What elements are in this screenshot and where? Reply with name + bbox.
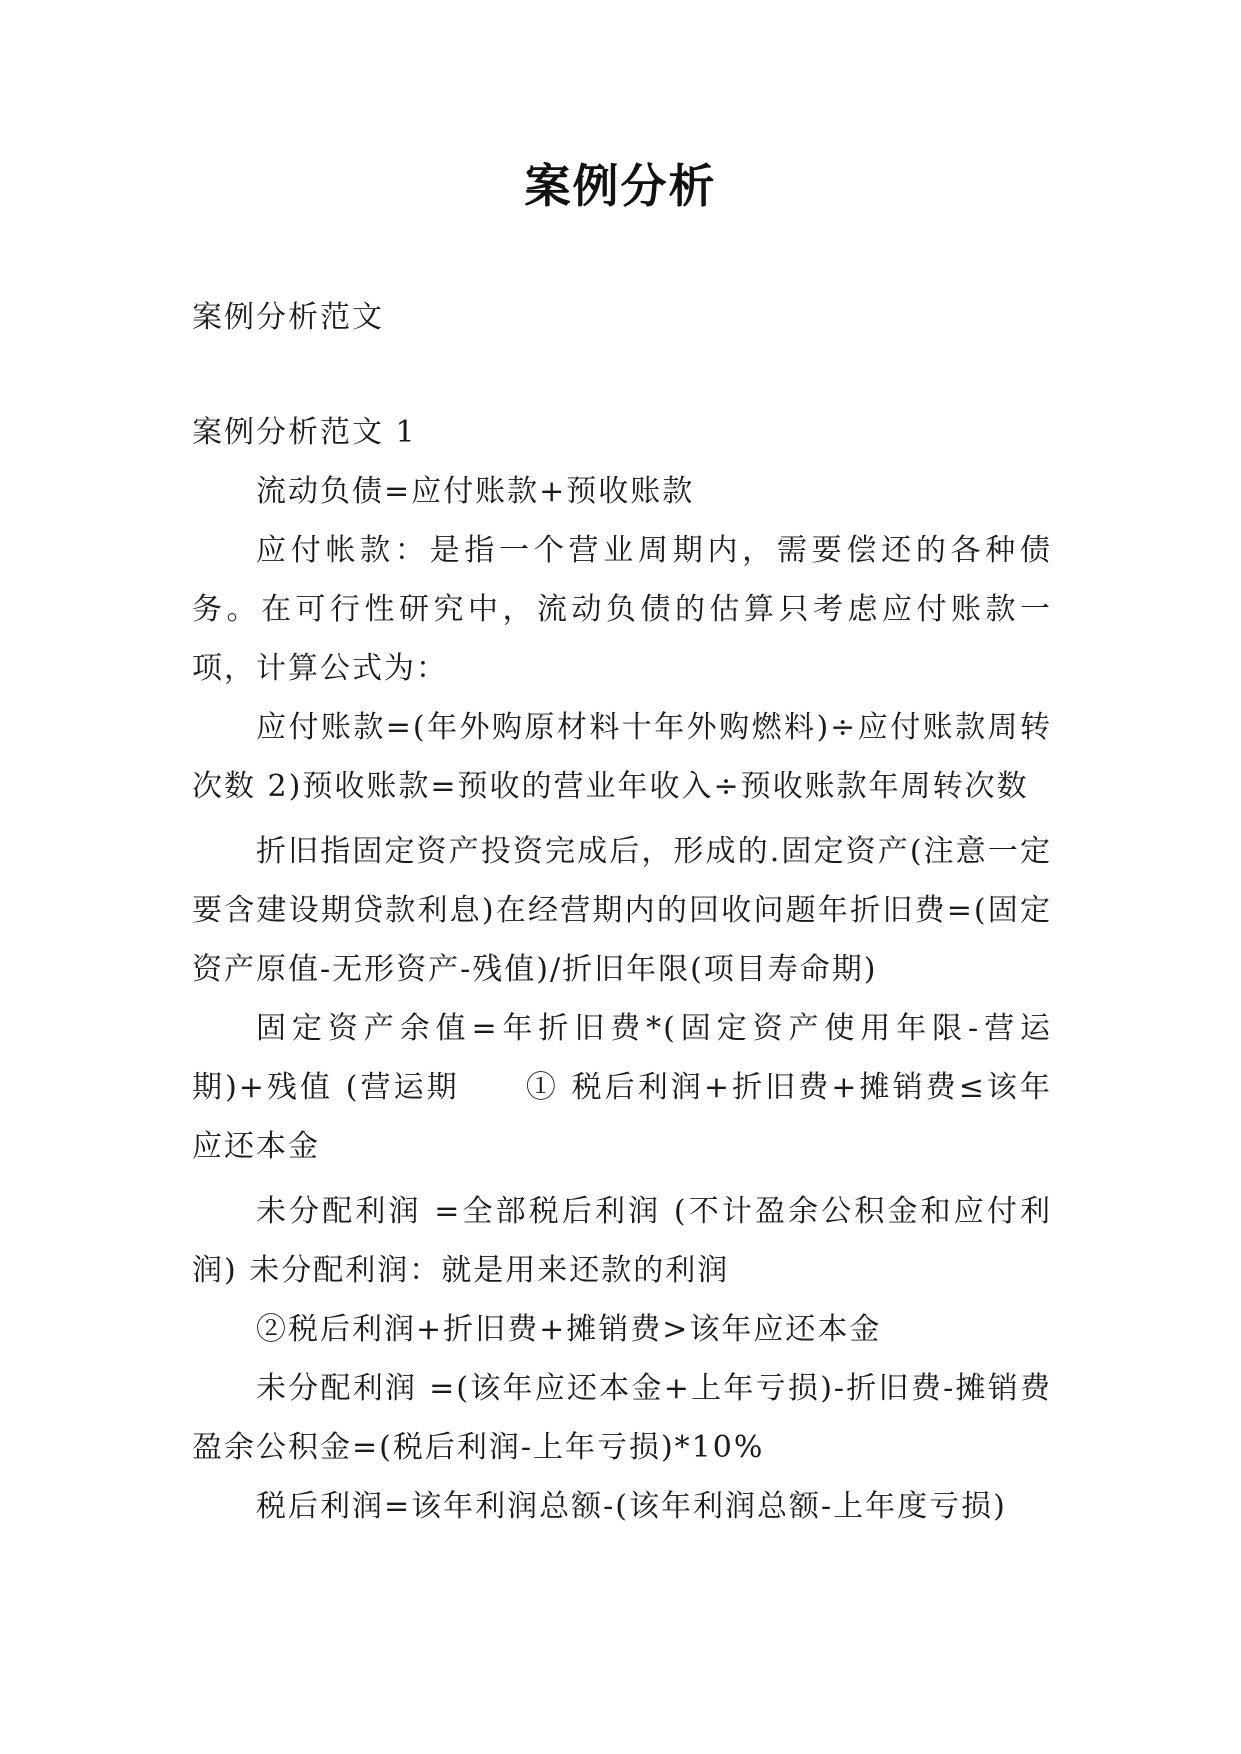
document-title: 案例分析 [524, 159, 717, 213]
document-body [192, 403, 1052, 1536]
paragraph-undistributed-profit-1: 未分配利润 =全部税后利润 (不计盈余公积金和应付利润) 未分配利润：就是用来还款的利润 [192, 1194, 1052, 1288]
paragraph-residual-value: 固定资产余值=年折旧费*(固定资产使用年限-营运期)+残值 (营运期 ① 税后利润+折旧费+摊销费≤该年应还本金 [192, 1011, 1052, 1164]
paragraph-current-liabilities: 流动负债=应付账款+预收账款 [256, 474, 695, 509]
paragraph-condition-2: ②税后利润+折旧费+摊销费>该年应还本金 [256, 1312, 882, 1347]
paragraph-after-tax-profit: 税后利润=该年利润总额-(该年利润总额-上年度亏损) [256, 1489, 1007, 1524]
paragraph-accounts-payable: 应付帐款：是指一个营业周期内，需要偿还的各种债务。在可行性研究中，流动负债的估算只考虑应付账款一项，计算公式为： [192, 533, 1052, 686]
paragraph-undistributed-profit-2: 未分配利润 =(该年应还本金+上年亏损)-折旧费-摊销费 盈余公积金=(税后利润-上年亏损)*10% [192, 1371, 1052, 1465]
paragraph-depreciation: 折旧指固定资产投资完成后，形成的.固定资产(注意一定要含建设期贷款利息)在经营期内的回收问题年折旧费=(固定资产原值-无形资产-残值)/折旧年限(项目寿命期) [192, 834, 1052, 987]
paragraph-payable-formula: 应付账款=(年外购原材料十年外购燃料)÷应付账款周转次数 2)预收账款=预收的营业年收入÷预收账款年周转次数 [192, 710, 1052, 804]
document-subtitle: 案例分析范文 [192, 300, 384, 335]
section-heading: 案例分析范文 1 [192, 415, 417, 450]
